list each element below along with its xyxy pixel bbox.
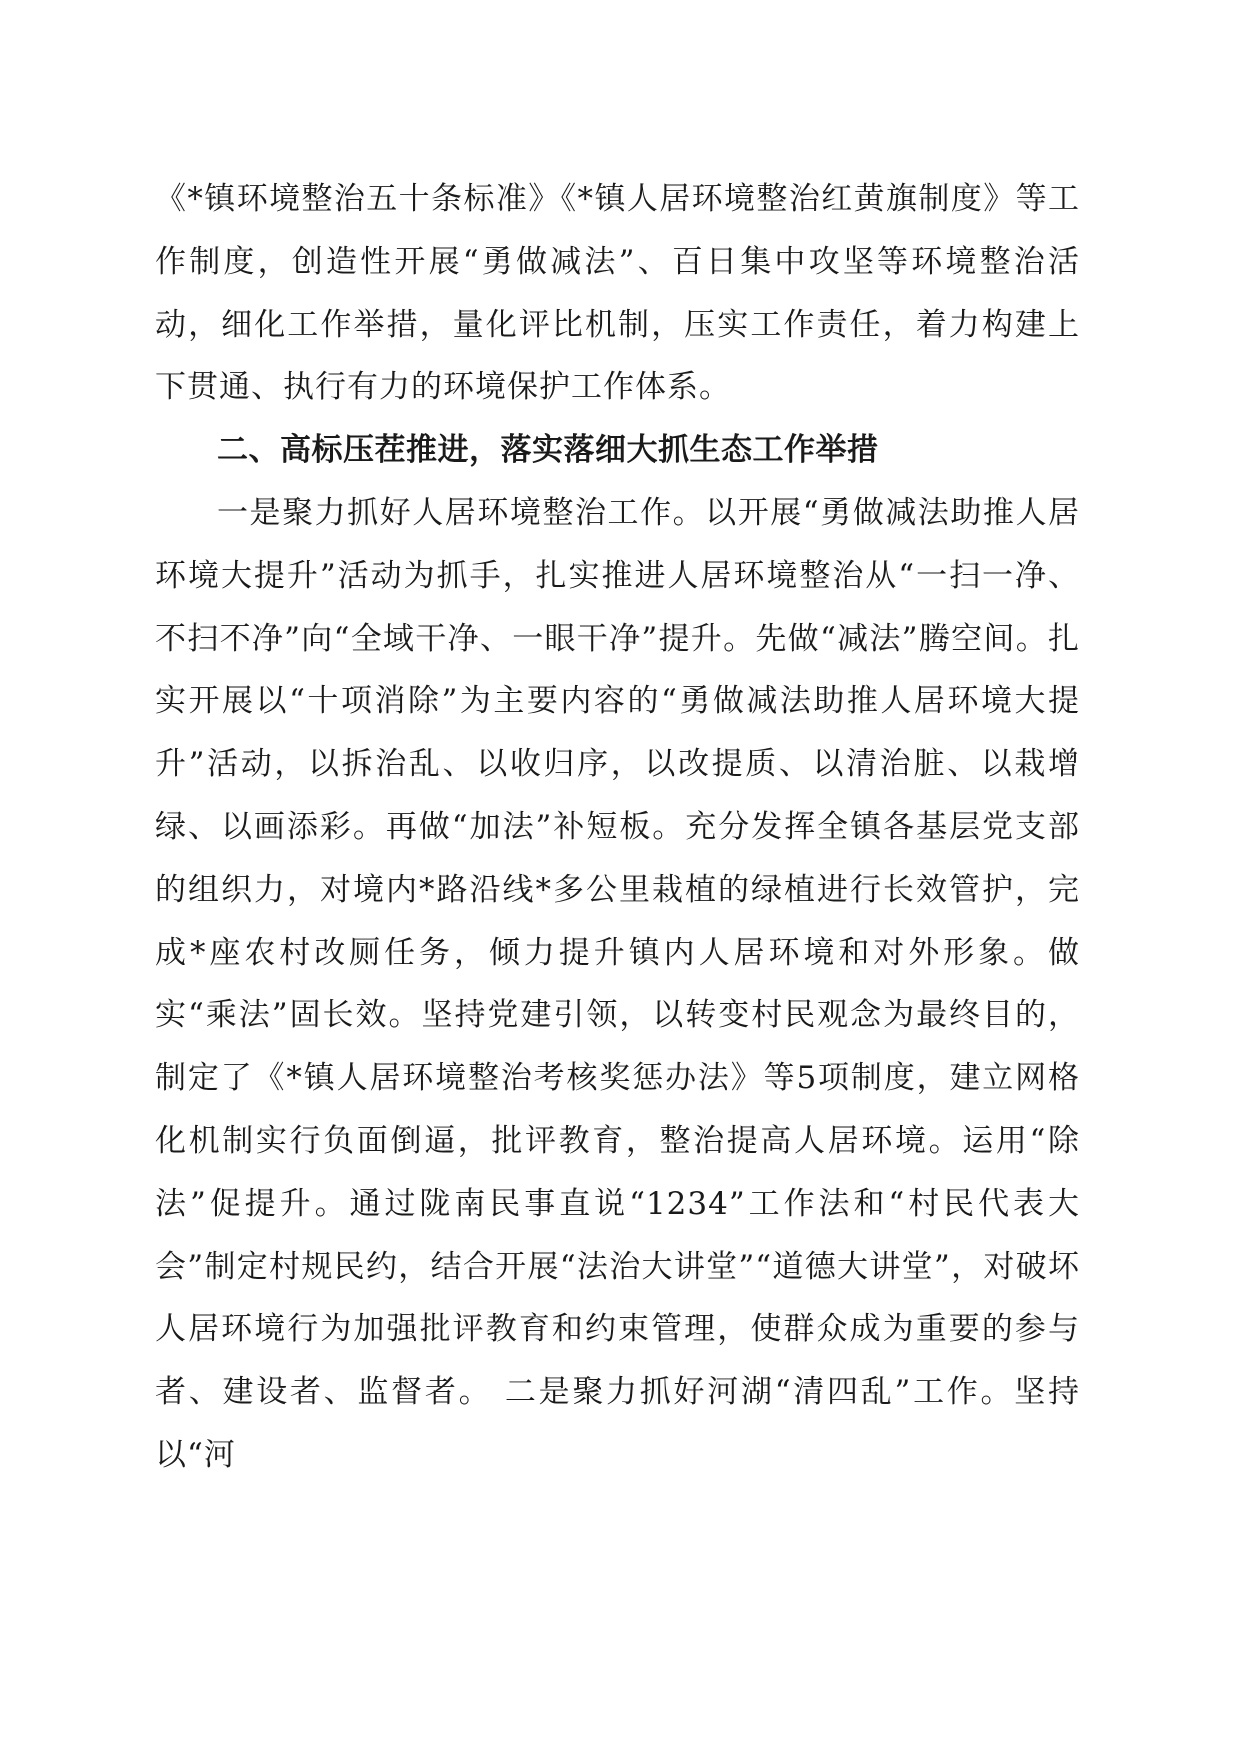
- section-heading-2: 二、高标压茬推进，落实落细大抓生态工作举措: [217, 432, 879, 469]
- paragraph-environment-standards: 《*镇环境整治五十条标准》《*镇人居环境整治红黄旗制度》等工作制度，创造性开展“勇做减法”、百日集中攻坚等环境整治活动，细化工作举措，量化评比机制，压实工作责任，着力构建上下贯通、执行有力的环境保护工作体系。: [155, 181, 1080, 406]
- paragraph-living-environment: 一是聚力抓好人居环境整治工作。以开展“勇做减法助推人居环境大提升”活动为抓手，扎实推进人居环境整治从“一扫一净、不扫不净”向“全域干净、一眼干净”提升。先做“减法”腾空间。扎实开展以“十项消除”为主要内容的“勇做减法助推人居环境大提升”活动，以拆治乱、以收归序，以改提质、以清治脏、以栽增绿、以画添彩。再做“加法”补短板。充分发挥全镇各基层党支部的组织力，对境内*路沿线*多公里栽植的绿植进行长效管护，完成*座农村改厕任务，倾力提升镇内人居环境和对外形象。做实“乘法”固长效。坚持党建引领，以转变村民观念为最终目的，制定了《*镇人居环境整治考核奖惩办法》等5项制度，建立网格化机制实行负面倒逼，批评教育，整治提高人居环境。运用“除法”促提升。通过陇南民事直说“1234”工作法和“村民代表大会”制定村规民约，结合开展“法治大讲堂”“道德大讲堂”，对破坏人居环境行为加强批评教育和约束管理，使群众成为重要的参与者、建设者、监督者。 二是聚力抓好河湖“清四乱”工作。坚持以“河: [155, 494, 1080, 1473]
- document-body: [155, 168, 1080, 1487]
